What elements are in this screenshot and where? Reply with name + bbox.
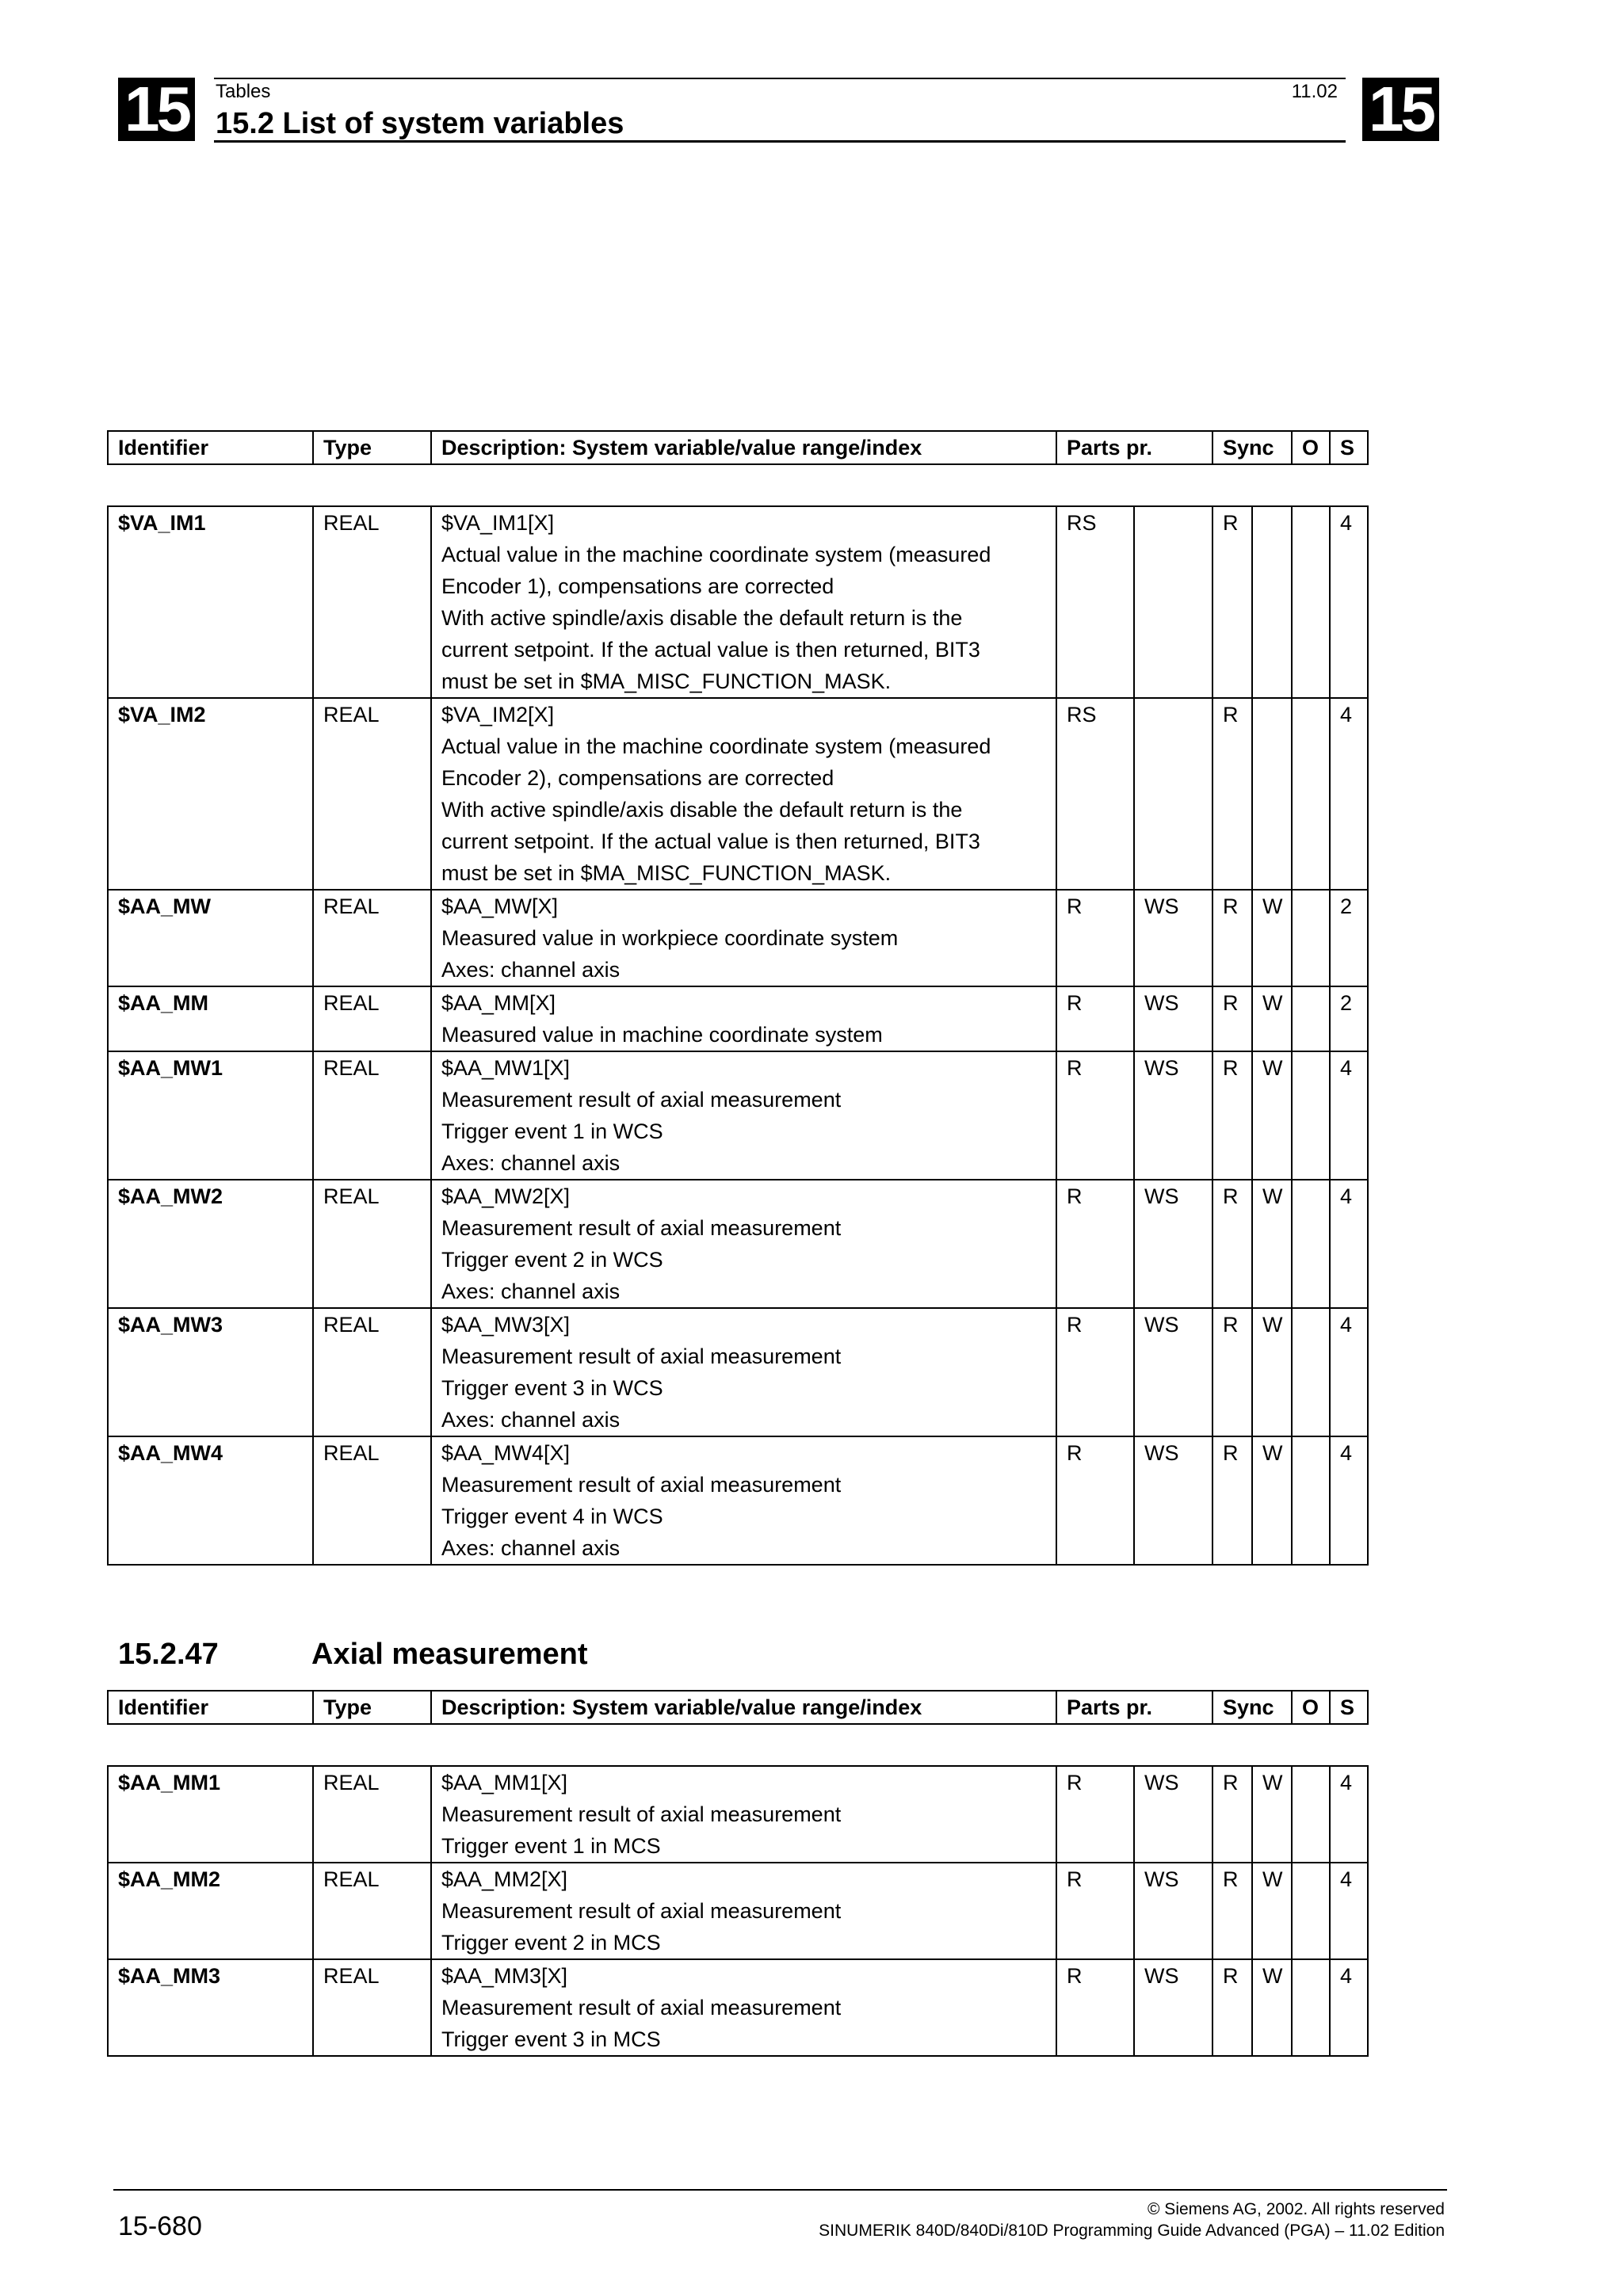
description-line: $AA_MM[X]: [441, 991, 556, 1015]
col-identifier: Identifier: [108, 1691, 313, 1724]
parts-pr-read: RS: [1056, 698, 1134, 890]
variable-type: REAL: [313, 506, 431, 698]
variable-identifier: $AA_MM3: [108, 1959, 313, 2056]
variable-description: [431, 986, 1056, 1051]
footer-copyright: © Siemens AG, 2002. All rights reserved: [1148, 2200, 1445, 2218]
description-line: Measurement result of axial measurement: [441, 1216, 842, 1240]
variable-identifier: $AA_MM2: [108, 1863, 313, 1959]
s-value: 4: [1330, 1959, 1368, 2056]
description-line: Trigger event 1 in WCS: [441, 1119, 663, 1143]
variable-type: REAL: [313, 1959, 431, 2056]
sync-write: W: [1252, 1766, 1292, 1863]
page-number: 15-680: [118, 2211, 202, 2241]
description-line: Trigger event 3 in WCS: [441, 1376, 663, 1400]
s-value: 4: [1330, 1766, 1368, 1863]
sync-write: W: [1252, 986, 1292, 1051]
sync-write: W: [1252, 1436, 1292, 1565]
description-line: Encoder 1), compensations are corrected: [441, 574, 834, 598]
sync-write: [1252, 698, 1292, 890]
variable-type: REAL: [313, 1051, 431, 1180]
description-line: Actual value in the machine coordinate system (measured: [441, 734, 991, 758]
parts-pr-read: R: [1056, 1180, 1134, 1308]
variable-identifier: $VA_IM2: [108, 698, 313, 890]
variable-type: REAL: [313, 1180, 431, 1308]
sync-read: R: [1212, 698, 1252, 890]
col-s: S: [1330, 431, 1368, 464]
description-line: current setpoint. If the actual value is then returned, BIT3: [441, 638, 980, 662]
o-flag: [1292, 1308, 1330, 1436]
o-flag: [1292, 1959, 1330, 2056]
variable-description: [431, 698, 1056, 890]
description-line: Measurement result of axial measurement: [441, 1899, 842, 1923]
description-line: Measurement result of axial measurement: [441, 1996, 842, 2019]
variable-identifier: $AA_MW3: [108, 1308, 313, 1436]
s-value: 4: [1330, 506, 1368, 698]
parts-pr-read: R: [1056, 1051, 1134, 1180]
variable-identifier: $AA_MM1: [108, 1766, 313, 1863]
sync-read: R: [1212, 1051, 1252, 1180]
variable-identifier: $AA_MW1: [108, 1051, 313, 1180]
description-line: Axes: channel axis: [441, 1151, 621, 1175]
description-line: must be set in $MA_MISC_FUNCTION_MASK.: [441, 669, 892, 693]
description-line: Encoder 2), compensations are corrected: [441, 766, 834, 790]
parts-pr-write: WS: [1134, 1308, 1212, 1436]
description-line: Trigger event 2 in WCS: [441, 1248, 663, 1272]
sync-read: R: [1212, 1766, 1252, 1863]
table1-header: [107, 430, 1369, 465]
variable-description: [431, 506, 1056, 698]
description-line: Measurement result of axial measurement: [441, 1088, 842, 1112]
s-value: 4: [1330, 1436, 1368, 1565]
page-title: 15.2 List of system variables: [216, 107, 624, 140]
variable-identifier: $AA_MW2: [108, 1180, 313, 1308]
parts-pr-read: R: [1056, 1766, 1134, 1863]
o-flag: [1292, 986, 1330, 1051]
description-line: $AA_MW2[X]: [441, 1184, 571, 1208]
sync-read: R: [1212, 1863, 1252, 1959]
description-line: With active spindle/axis disable the default return is the: [441, 798, 963, 822]
variable-type: REAL: [313, 1863, 431, 1959]
chapter-badge-right: 15: [1362, 78, 1439, 141]
sync-read: R: [1212, 890, 1252, 986]
footer-rule: [113, 2189, 1447, 2191]
variable-identifier: $AA_MM: [108, 986, 313, 1051]
sync-read: R: [1212, 986, 1252, 1051]
variable-description: [431, 1051, 1056, 1180]
description-line: $AA_MM1[X]: [441, 1771, 568, 1794]
variable-type: REAL: [313, 890, 431, 986]
o-flag: [1292, 890, 1330, 986]
parts-pr-write: WS: [1134, 1180, 1212, 1308]
table2-header: [107, 1690, 1369, 1725]
col-type: Type: [313, 431, 431, 464]
table-row: [108, 1863, 1368, 1959]
col-sync: Sync: [1212, 1691, 1292, 1724]
table-row: [108, 506, 1368, 698]
description-line: current setpoint. If the actual value is then returned, BIT3: [441, 830, 980, 853]
col-type: Type: [313, 1691, 431, 1724]
variable-description: [431, 1863, 1056, 1959]
description-line: $VA_IM2[X]: [441, 703, 555, 727]
description-line: $VA_IM1[X]: [441, 511, 555, 535]
table-row: [108, 698, 1368, 890]
sync-write: W: [1252, 1959, 1292, 2056]
col-description: Description: System variable/value range/index: [431, 1691, 1056, 1724]
sync-write: [1252, 506, 1292, 698]
variable-identifier: $AA_MW4: [108, 1436, 313, 1565]
table-row: [108, 1959, 1368, 2056]
o-flag: [1292, 1766, 1330, 1863]
variable-type: REAL: [313, 986, 431, 1051]
variable-description: [431, 1180, 1056, 1308]
variable-description: [431, 1308, 1056, 1436]
description-line: Measurement result of axial measurement: [441, 1802, 842, 1826]
parts-pr-write: [1134, 506, 1212, 698]
description-line: Trigger event 3 in MCS: [441, 2027, 661, 2051]
variable-type: REAL: [313, 1766, 431, 1863]
chapter-badge-left: 15: [118, 78, 195, 141]
section-number: 15.2.47: [118, 1638, 219, 1671]
description-line: Measured value in machine coordinate system: [441, 1023, 883, 1047]
description-line: $AA_MW[X]: [441, 894, 559, 918]
o-flag: [1292, 698, 1330, 890]
col-o: O: [1292, 431, 1330, 464]
sync-read: R: [1212, 1308, 1252, 1436]
parts-pr-read: R: [1056, 1308, 1134, 1436]
description-line: $AA_MM3[X]: [441, 1964, 568, 1988]
variable-identifier: $VA_IM1: [108, 506, 313, 698]
parts-pr-read: R: [1056, 986, 1134, 1051]
o-flag: [1292, 1863, 1330, 1959]
description-line: Axes: channel axis: [441, 1280, 621, 1303]
description-line: Trigger event 1 in MCS: [441, 1834, 661, 1858]
sync-write: W: [1252, 1863, 1292, 1959]
col-description: Description: System variable/value range/index: [431, 431, 1056, 464]
parts-pr-read: R: [1056, 1959, 1134, 2056]
s-value: 4: [1330, 1180, 1368, 1308]
col-sync: Sync: [1212, 431, 1292, 464]
s-value: 4: [1330, 1051, 1368, 1180]
description-line: Axes: channel axis: [441, 1536, 621, 1560]
table-row: [108, 1180, 1368, 1308]
parts-pr-write: WS: [1134, 986, 1212, 1051]
parts-pr-write: WS: [1134, 1863, 1212, 1959]
variable-type: REAL: [313, 1436, 431, 1565]
table-row: [108, 1436, 1368, 1565]
description-line: Measurement result of axial measurement: [441, 1344, 842, 1368]
table1-body: [107, 505, 1369, 1566]
description-line: Axes: channel axis: [441, 1408, 621, 1432]
description-line: must be set in $MA_MISC_FUNCTION_MASK.: [441, 861, 892, 885]
table-row: [108, 1051, 1368, 1180]
variable-description: [431, 1436, 1056, 1565]
col-parts-pr: Parts pr.: [1056, 431, 1212, 464]
o-flag: [1292, 506, 1330, 698]
header-section-label: Tables: [216, 81, 271, 102]
s-value: 4: [1330, 1308, 1368, 1436]
col-parts-pr: Parts pr.: [1056, 1691, 1212, 1724]
o-flag: [1292, 1436, 1330, 1565]
sync-write: W: [1252, 1180, 1292, 1308]
s-value: 2: [1330, 986, 1368, 1051]
variable-description: [431, 890, 1056, 986]
parts-pr-write: WS: [1134, 1436, 1212, 1565]
col-identifier: Identifier: [108, 431, 313, 464]
parts-pr-read: R: [1056, 1436, 1134, 1565]
description-line: With active spindle/axis disable the default return is the: [441, 606, 963, 630]
variable-type: REAL: [313, 1308, 431, 1436]
variable-type: REAL: [313, 698, 431, 890]
col-o: O: [1292, 1691, 1330, 1724]
sync-write: W: [1252, 1308, 1292, 1436]
variable-description: [431, 1766, 1056, 1863]
table-row: [108, 986, 1368, 1051]
s-value: 4: [1330, 1863, 1368, 1959]
parts-pr-read: R: [1056, 890, 1134, 986]
sync-write: W: [1252, 1051, 1292, 1180]
parts-pr-write: [1134, 698, 1212, 890]
description-line: $AA_MM2[X]: [441, 1867, 568, 1891]
parts-pr-read: R: [1056, 1863, 1134, 1959]
header-bottom-rule: [214, 140, 1346, 143]
parts-pr-write: WS: [1134, 1051, 1212, 1180]
table-row: [108, 1766, 1368, 1863]
description-line: Measured value in workpiece coordinate system: [441, 926, 899, 950]
variable-identifier: $AA_MW: [108, 890, 313, 986]
table2-body: [107, 1765, 1369, 2057]
description-line: Trigger event 2 in MCS: [441, 1931, 661, 1955]
table-row: [108, 1308, 1368, 1436]
variable-description: [431, 1959, 1056, 2056]
description-line: Actual value in the machine coordinate system (measured: [441, 543, 991, 566]
footer-document-title: SINUMERIK 840D/840Di/810D Programming Guide Advanced (PGA) – 11.02 Edition: [819, 2222, 1445, 2240]
sync-read: R: [1212, 1959, 1252, 2056]
header-edition: 11.02: [1291, 81, 1338, 102]
description-line: $AA_MW1[X]: [441, 1056, 571, 1080]
sync-read: R: [1212, 1180, 1252, 1308]
parts-pr-read: RS: [1056, 506, 1134, 698]
o-flag: [1292, 1180, 1330, 1308]
o-flag: [1292, 1051, 1330, 1180]
sync-write: W: [1252, 890, 1292, 986]
section-title: Axial measurement: [311, 1638, 588, 1671]
parts-pr-write: WS: [1134, 1766, 1212, 1863]
s-value: 4: [1330, 698, 1368, 890]
parts-pr-write: WS: [1134, 1959, 1212, 2056]
description-line: $AA_MW4[X]: [441, 1441, 571, 1465]
description-line: $AA_MW3[X]: [441, 1313, 571, 1337]
description-line: Trigger event 4 in WCS: [441, 1505, 663, 1528]
sync-read: R: [1212, 506, 1252, 698]
table-row: [108, 890, 1368, 986]
col-s: S: [1330, 1691, 1368, 1724]
header-top-rule: [214, 78, 1346, 79]
description-line: Measurement result of axial measurement: [441, 1473, 842, 1497]
parts-pr-write: WS: [1134, 890, 1212, 986]
s-value: 2: [1330, 890, 1368, 986]
sync-read: R: [1212, 1436, 1252, 1565]
description-line: Axes: channel axis: [441, 958, 621, 982]
